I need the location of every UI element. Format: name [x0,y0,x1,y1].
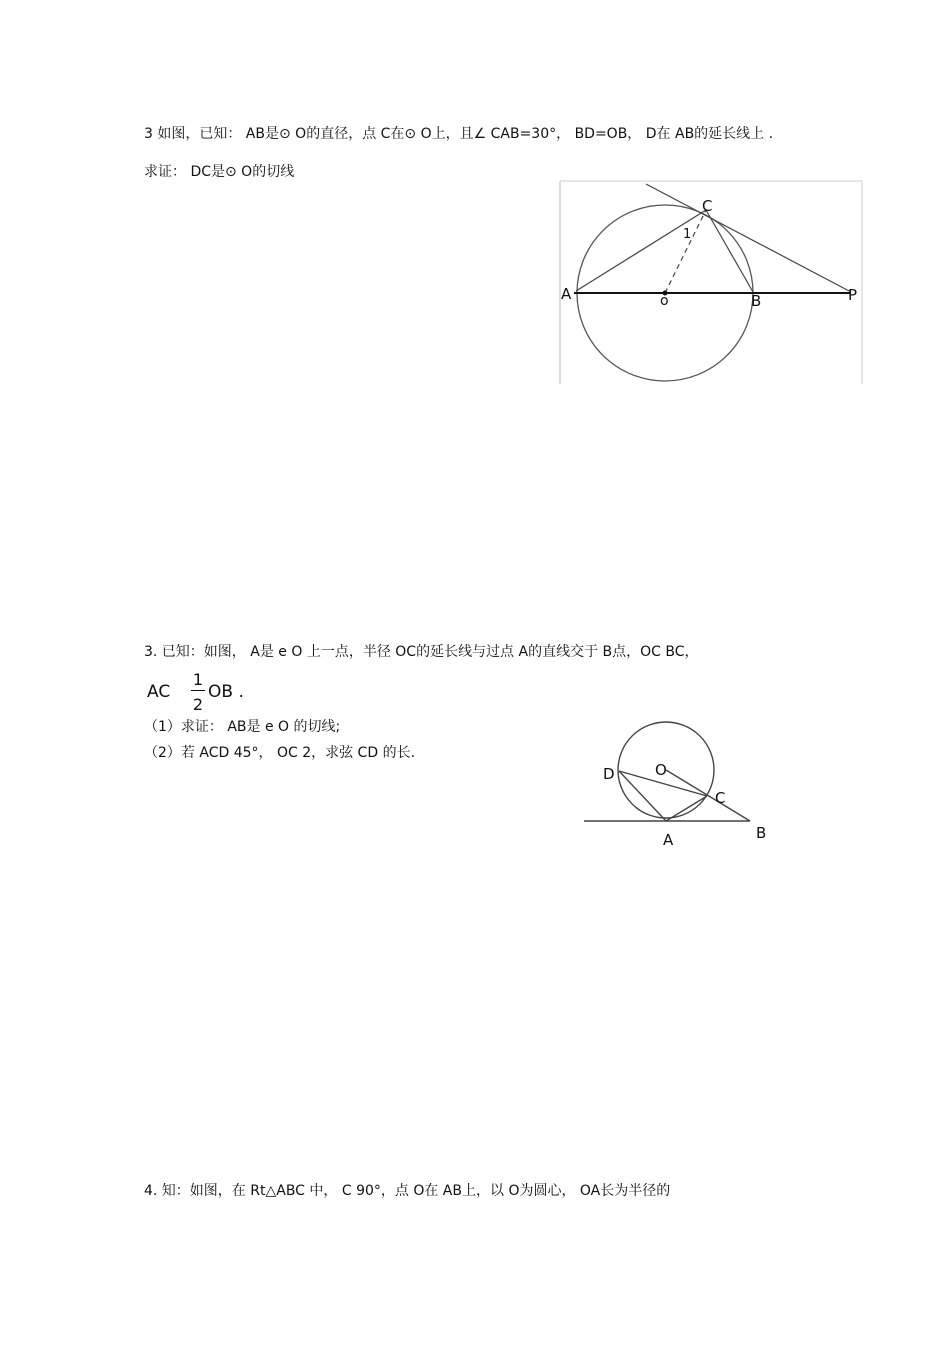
figure-1-label-P: P [848,286,858,304]
problem-2-formula-prefix: AC [147,682,171,702]
figure-2-segment-AC [666,796,707,821]
problem-2-part-2: （2）若 ACD 45°， OC 2，求弦 CD 的长. [144,745,416,761]
problem-2-part-1: （1）求证： AB是 e O 的切线; [144,719,341,735]
problem-2-fraction-numerator: 1 [192,670,204,689]
figure-1-label-angle-1: 1 [683,227,692,242]
problem-2-formula-suffix: OB . [208,682,244,702]
problem-1-statement: 3 如图，已知： AB是⊙ O的直径，点 C在⊙ O上，且∠ CAB=30°， BD=OB， D在 AB的延长线上 . [144,126,774,142]
problem-2-statement: 3. 已知：如图， A是 e O 上一点，半径 OC的延长线与过点 A的直线交于 B点，OC BC， [144,644,699,660]
problem-3-statement: 4. 知：如图，在 Rt△ABC 中， C 90°，点 O在 AB上，以 O为圆心， OA长为半径的 [144,1183,671,1199]
figure-2-label-C: C [715,789,726,807]
figure-2-label-O: O [655,761,667,779]
figure-1-label-C: C [702,197,713,215]
figure-1-label-B: B [751,292,762,310]
figure-1-label-O: o [660,293,669,309]
figure-2-label-A: A [663,831,674,849]
problem-1-prove: 求证： DC是⊙ O的切线 [144,164,295,180]
figure-2-label-D: D [603,765,615,783]
problem-2-fraction-denominator: 2 [192,695,204,714]
figure-1-label-A: A [561,285,572,303]
figure-2-label-B: B [756,824,767,842]
